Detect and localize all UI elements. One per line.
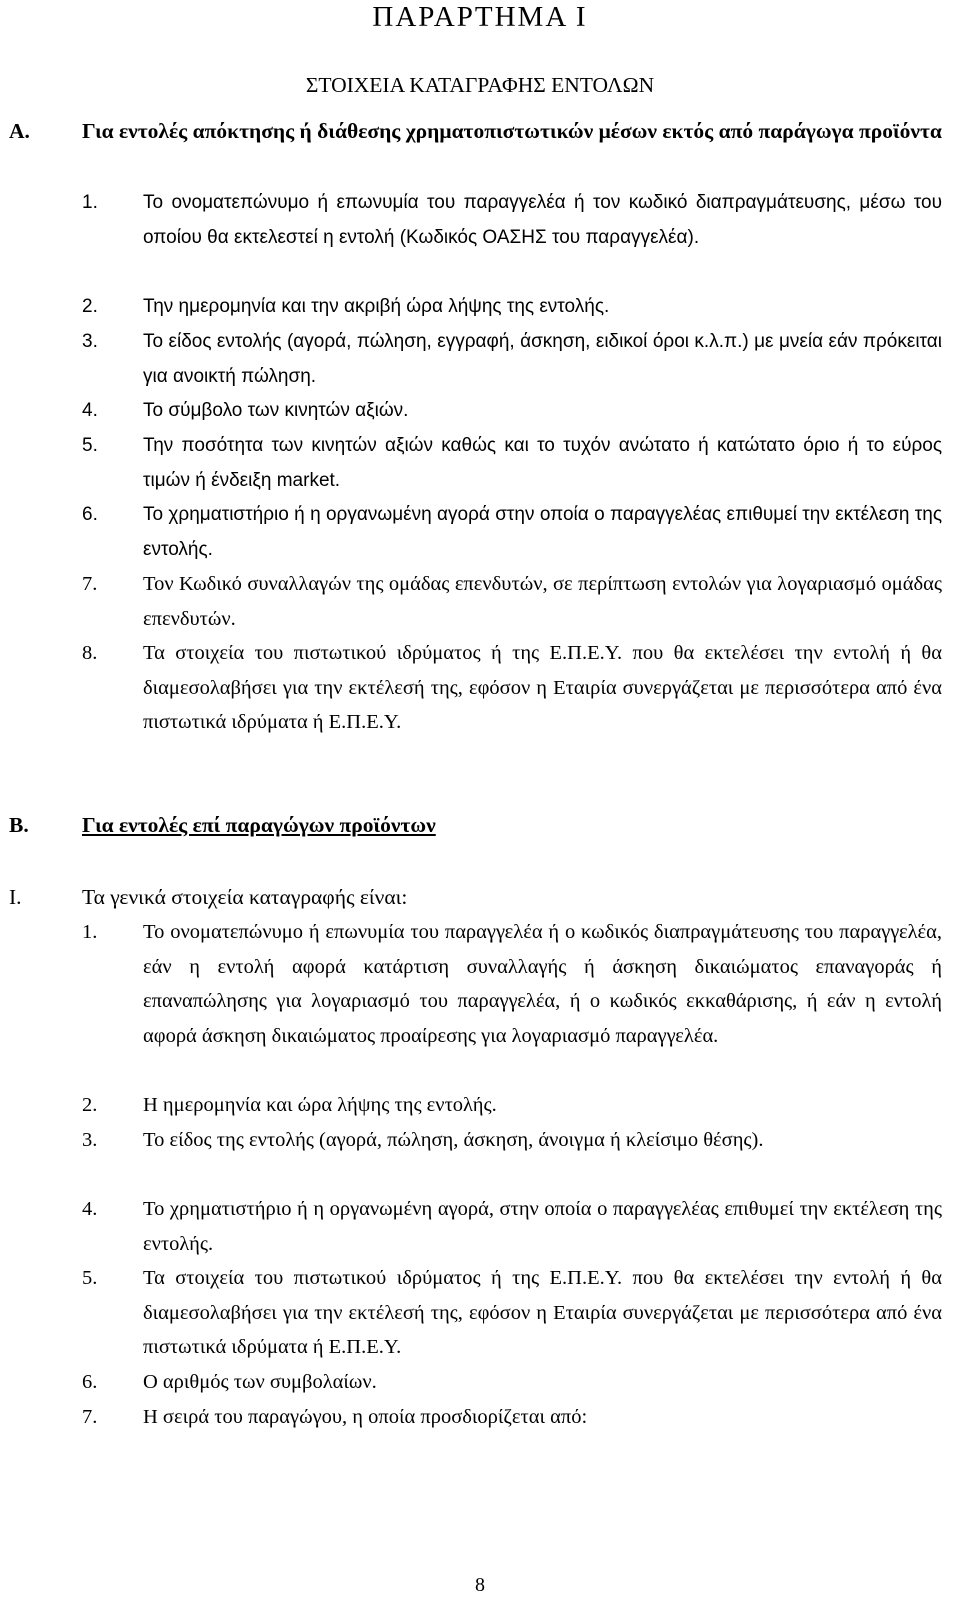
section-b-letter: Β. [9,813,29,837]
item-number: 1. [82,192,98,213]
subsection-i-item-5 [82,1261,942,1365]
item-text: Το ονοματεπώνυμο ή επωνυμία του παραγγελέα ή τον κωδικό διαπραγμάτευσης, μέσω του οποίου θα εκτελεστεί η εντολή (Κωδικός ΟΑΣΗΣ του παραγγελέα). [143,192,942,248]
item-number: 6. [82,504,98,525]
item-text: Το είδος εντολής (αγορά, πώληση, εγγραφή, άσκηση, ειδικοί όροι κ.λ.π.) με μνεία εάν πρόκειται για ανοικτή πώληση. [143,331,942,387]
page-number: 8 [475,1574,485,1596]
item-number: 4. [82,400,98,421]
item-number: 4. [82,1198,98,1220]
item-number: 5. [82,1267,98,1289]
item-text: Τον Κωδικό συναλλαγών της ομάδας επενδυτών, σε περίπτωση εντολών για λογαριασμό ομάδας επενδυτών. [143,573,942,630]
section-a-item-5 [82,429,942,498]
item-text: Η ημερομηνία και ώρα λήψης της εντολής. [143,1094,497,1116]
item-text: Η σειρά του παραγώγου, η οποία προσδιορίζεται από: [143,1406,588,1428]
item-number: 1. [82,921,98,943]
item-number: 5. [82,435,98,456]
item-number: 2. [82,296,98,317]
item-text: Το χρηματιστήριο ή η οργανωμένη αγορά, στην οποία ο παραγγελέας επιθυμεί την εκτέλεση της εντολής. [143,1198,942,1255]
section-b-title: Για εντολές επί παραγώγων προϊόντων [82,813,436,837]
item-number: 6. [82,1371,98,1393]
item-text: Την ημερομηνία και την ακριβή ώρα λήψης της εντολής. [143,296,610,317]
item-text: Τα στοιχεία του πιστωτικού ιδρύματος ή της Ε.Π.Ε.Υ. που θα εκτελέσει την εντολή ή θα διαμεσολαβήσει για την εκτέλεσή της, εφόσον η Εταιρία συνεργάζεται με περισσότερα από ένα πιστωτικά ιδρύματα ή Ε.Π.Ε.Υ. [143,1267,942,1358]
section-a-title: Για εντολές απόκτησης ή διάθεσης χρηματοπιστωτικών μέσων εκτός από παράγωγα προϊόντα [82,119,942,143]
subsection-i-item-4 [82,1192,942,1261]
subsection-i-item-6 [82,1365,942,1400]
appendix-title: ΠΑΡΑΡΤΗΜΑ Ι [372,1,588,33]
item-number: 3. [82,331,98,352]
item-text: Ο αριθμός των συμβολαίων. [143,1371,377,1393]
section-a-item-1 [82,186,942,255]
subsection-i-letter: Ι. [9,885,22,909]
item-text: Το ονοματεπώνυμο ή επωνυμία του παραγγελέα ή ο κωδικός διαπραγμάτευσης του παραγγελέα, εάν η εντολή αφορά κατάρτιση συναλλαγής ή άσκηση δικαιώματος επαναγοράς ή επαναπώλησης για λογαριασμό του παραγγελέα, ή ο κωδικός εκκαθάρισης, ή εάν η εντολή αφορά άσκηση δικαιώματος προαίρεσης για λογαριασμό παραγγελέα. [143,921,942,1047]
subsection-i-item-3 [82,1123,942,1158]
item-number: 3. [82,1129,98,1151]
item-number: 7. [82,1406,98,1428]
document-subtitle: ΣΤΟΙΧΕΙΑ ΚΑΤΑΓΡΑΦΗΣ ΕΝΤΟΛΩΝ [305,73,655,97]
item-text: Το σύμβολο των κινητών αξιών. [143,400,409,421]
section-a-item-2 [82,290,942,325]
item-number: 2. [82,1094,98,1116]
subsection-i-item-1 [82,915,942,1053]
section-a-item-4 [82,394,942,429]
subsection-i-item-7 [82,1400,942,1435]
section-a-item-6 [82,498,942,567]
section-a-item-8 [82,636,942,740]
section-a-item-7 [82,567,942,636]
subsection-i-title: Τα γενικά στοιχεία καταγραφής είναι: [82,885,408,909]
item-number: 7. [82,573,98,595]
item-text: Το είδος της εντολής (αγορά, πώληση, άσκηση, άνοιγμα ή κλείσιμο θέσης). [143,1129,764,1151]
section-a-letter: Α. [9,119,30,143]
subsection-i-item-2 [82,1088,942,1123]
item-text: Το χρηματιστήριο ή η οργανωμένη αγορά στην οποία ο παραγγελέας επιθυμεί την εκτέλεση της εντολής. [143,504,942,560]
item-number: 8. [82,642,98,664]
item-text: Την ποσότητα των κινητών αξιών καθώς και το τυχόν ανώτατο ή κατώτατο όριο ή το εύρος τιμών ή ένδειξη market. [143,435,942,491]
item-text: Τα στοιχεία του πιστωτικού ιδρύματος ή της Ε.Π.Ε.Υ. που θα εκτελέσει την εντολή ή θα διαμεσολαβήσει για την εκτέλεσή της, εφόσον η Εταιρία συνεργάζεται με περισσότερα από ένα πιστωτικά ιδρύματα ή Ε.Π.Ε.Υ. [143,642,942,733]
section-a-item-3 [82,325,942,394]
